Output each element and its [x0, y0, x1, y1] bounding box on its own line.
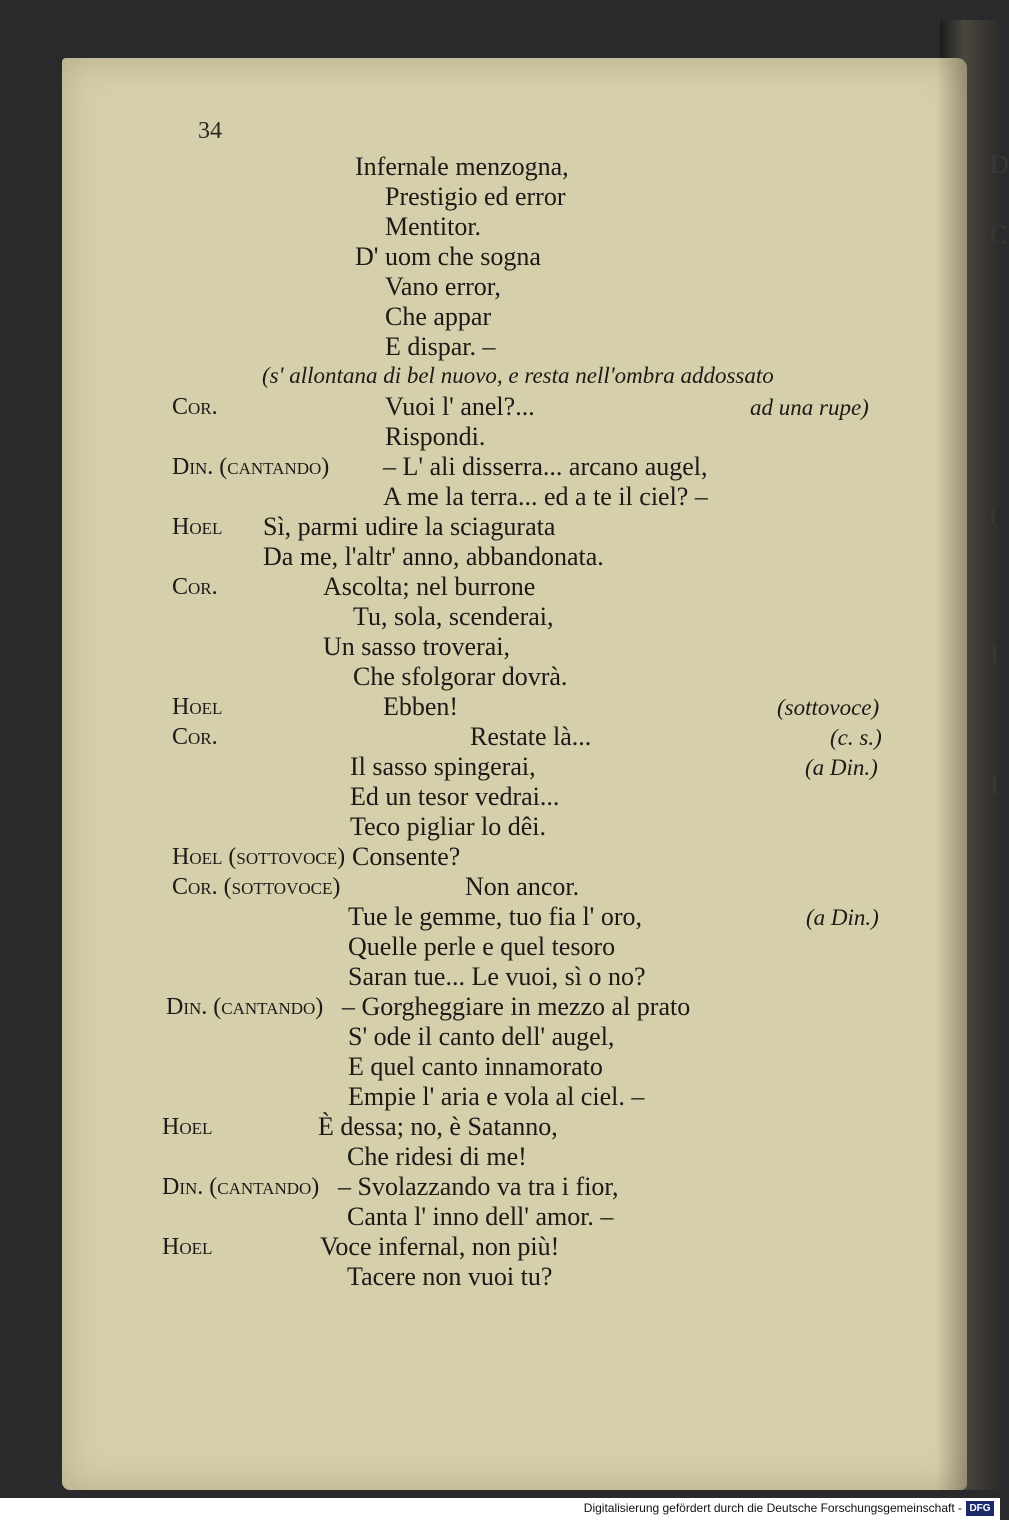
verse-line: Empie l' aria e vola al ciel. – — [348, 1082, 645, 1111]
speaker-label: Hoel — [172, 694, 223, 720]
speaker-label: Hoel — [162, 1114, 213, 1140]
verse-line: Infernale menzogna, — [355, 152, 569, 181]
speaker-label: Hoel (sottovoce) — [172, 844, 346, 870]
speaker-label: Din. (cantando) — [172, 454, 330, 480]
verse-line: – Svolazzando va tra i fior, — [338, 1172, 619, 1201]
verse-line: Teco pigliar lo dêi. — [350, 812, 547, 841]
speaker-label: Cor. — [172, 394, 218, 420]
stage-direction: (s' allontana di bel nuovo, e resta nell'ombra addossato — [262, 363, 774, 388]
speaker-label: Din. (cantando) — [162, 1174, 320, 1200]
verse-line: Non ancor. — [465, 872, 580, 901]
speaker-label: Hoel — [172, 514, 223, 540]
page-number: 34 — [198, 118, 222, 144]
verse-line: – L' ali disserra... arcano augel, — [383, 452, 708, 481]
verse-line: Consente? — [352, 842, 461, 871]
speaker-label: Din. (cantando) — [166, 994, 324, 1020]
verse-line: Mentitor. — [385, 212, 482, 241]
verse-line: Prestigio ed error — [385, 182, 566, 211]
verse-line: A me la terra... ed a te il ciel? – — [383, 482, 708, 511]
bleed-mark: C — [990, 220, 1008, 249]
speaker-label: Cor. (sottovoce) — [172, 874, 341, 900]
verse-line: Tue le gemme, tuo fia l' oro, — [348, 902, 643, 931]
verse-line: Quelle perle e quel tesoro — [348, 932, 616, 961]
verse-line: Rispondi. — [385, 422, 486, 451]
verse-line: Tacere non vuoi tu? — [347, 1262, 553, 1291]
verse-line: E quel canto innamorato — [348, 1052, 603, 1081]
stage-direction: (sottovoce) — [777, 695, 880, 720]
speaker-label: Cor. — [172, 724, 218, 750]
digitization-footer — [0, 1498, 1000, 1520]
bleed-mark: I — [990, 640, 999, 669]
verse-line: Voce infernal, non più! — [320, 1232, 560, 1261]
verse-line: Ed un tesor vedrai... — [350, 782, 560, 811]
verse-line: E dispar. – — [385, 332, 496, 361]
verse-line: Da me, l'altr' anno, abbandonata. — [263, 542, 604, 571]
verse-line: S' ode il canto dell' augel, — [348, 1022, 615, 1051]
verse-line: Canta l' inno dell' amor. – — [347, 1202, 614, 1231]
footer-credit: Digitalisierung gefördert durch die Deutsche Forschungsgemeinschaft - — [583, 1501, 962, 1515]
verse-line: Sì, parmi udire la sciagurata — [263, 512, 556, 541]
verse-line: Restate là... — [470, 722, 592, 751]
speaker-label: Hoel — [162, 1234, 213, 1260]
verse-line: Ebben! — [383, 692, 459, 721]
speaker-label: Cor. — [172, 574, 218, 600]
verse-line: D' uom che sogna — [355, 242, 541, 271]
verse-line: Ascolta; nel burrone — [323, 572, 536, 601]
verse-line: Che ridesi di me! — [347, 1142, 527, 1171]
verse-line: Vuoi l' anel?... — [385, 392, 535, 421]
verse-line: Un sasso troverai, — [323, 632, 511, 661]
verse-line: Che appar — [385, 302, 492, 331]
stage-direction: (a Din.) — [805, 755, 878, 780]
bleed-mark: I — [990, 770, 999, 799]
verse-line: Che sfolgorar dovrà. — [353, 662, 568, 691]
dfg-logo: DFG — [966, 1501, 994, 1516]
verse-line: – Gorgheggiare in mezzo al prato — [342, 992, 691, 1021]
stage-direction: (c. s.) — [830, 725, 882, 750]
bleed-mark: D — [990, 150, 1009, 179]
stage-direction: ad una rupe) — [750, 395, 869, 420]
verse-line: È dessa; no, è Satanno, — [318, 1112, 558, 1141]
stage-direction: (a Din.) — [806, 905, 879, 930]
bleed-mark: ( — [990, 500, 999, 529]
verse-line: Tu, sola, scenderai, — [353, 602, 554, 631]
verse-line: Vano error, — [385, 272, 501, 301]
verse-line: Il sasso spingerai, — [350, 752, 536, 781]
verse-line: Saran tue... Le vuoi, sì o no? — [348, 962, 646, 991]
